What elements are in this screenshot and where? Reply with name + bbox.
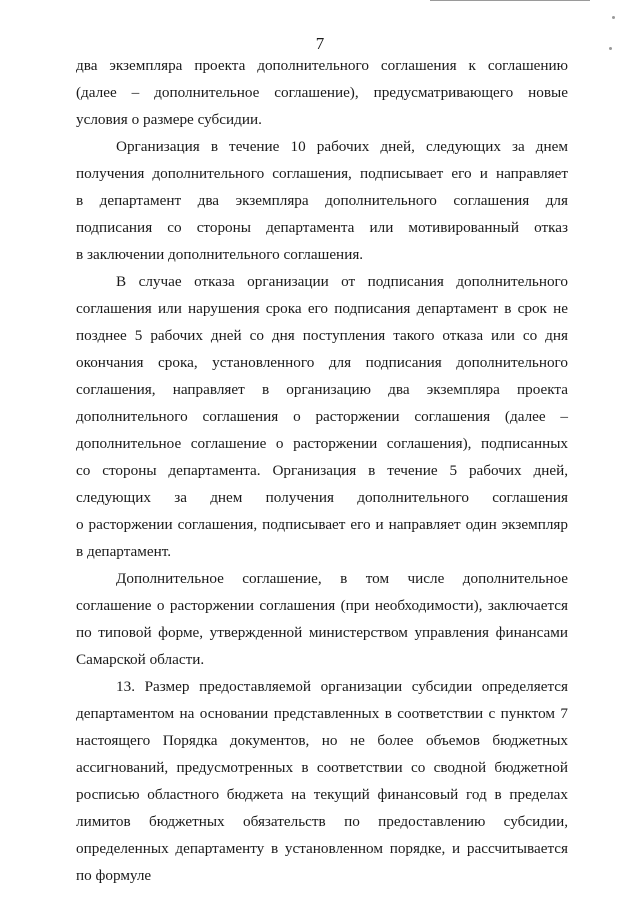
text-line: соглашения, направляет в организацию два экземпляра проекта — [76, 381, 568, 398]
text-line: настоящего Порядка документов, но не более объемов бюджетных — [76, 732, 568, 749]
text-line: окончания срока, установленного для подписания дополнительного — [76, 354, 568, 371]
scan-artifact-mark — [612, 16, 615, 19]
text-line: дополнительного соглашения о расторжении соглашения (далее – — [76, 408, 568, 425]
text-line: подписания со стороны департамента или мотивированный отказ — [76, 219, 568, 236]
text-line: Дополнительное соглашение, в том числе дополнительное — [116, 570, 568, 587]
text-line: лимитов бюджетных обязательств по предоставлению субсидии, — [76, 813, 568, 830]
text-line: В случае отказа организации от подписания дополнительного — [116, 273, 568, 290]
text-line: росписью областного бюджета на текущий финансовый год в пределах — [76, 786, 568, 803]
text-line: в департамент. — [76, 543, 172, 560]
text-line: соглашения или нарушения срока его подписания департамент в срок не — [76, 300, 568, 317]
text-line: ассигнований, предусмотренных в соответствии со сводной бюджетной — [76, 759, 568, 776]
text-line: департаментом на основании представленных в соответствии с пунктом 7 — [76, 705, 568, 722]
text-line: получения дополнительного соглашения, подписывает его и направляет — [76, 165, 568, 182]
text-line: позднее 5 рабочих дней со дня поступления такого отказа или со дня — [76, 327, 568, 344]
text-line: (далее – дополнительное соглашение), предусматривающего новые — [76, 84, 568, 101]
text-line: со стороны департамента. Организация в течение 5 рабочих дней, — [76, 462, 568, 479]
text-line: 13. Размер предоставляемой организации субсидии определяется — [116, 678, 568, 695]
text-line: по формуле — [76, 867, 152, 884]
text-line: соглашение о расторжении соглашения (при необходимости), заключается — [76, 597, 568, 614]
text-line: условия о размере субсидии. — [76, 111, 262, 128]
text-line: дополнительное соглашение о расторжении соглашения), подписанных — [76, 435, 568, 452]
text-line: Самарской области. — [76, 651, 205, 668]
text-line: Организация в течение 10 рабочих дней, следующих за днем — [116, 138, 568, 155]
text-line: в департамент два экземпляра дополнительного соглашения для — [76, 192, 568, 209]
text-line: определенных департаменту в установленном порядке, и рассчитывается — [76, 840, 568, 857]
text-line: о расторжении соглашения, подписывает его и направляет один экземпляр — [76, 516, 568, 533]
text-line: по типовой форме, утвержденной министерством управления финансами — [76, 624, 568, 641]
text-line: следующих за днем получения дополнительного соглашения — [76, 489, 568, 506]
scan-artifact-mark — [430, 0, 590, 1]
text-line: два экземпляра проекта дополнительного соглашения к соглашению — [76, 57, 568, 74]
text-line: в заключении дополнительного соглашения. — [76, 246, 364, 263]
page-number: 7 — [315, 34, 325, 53]
